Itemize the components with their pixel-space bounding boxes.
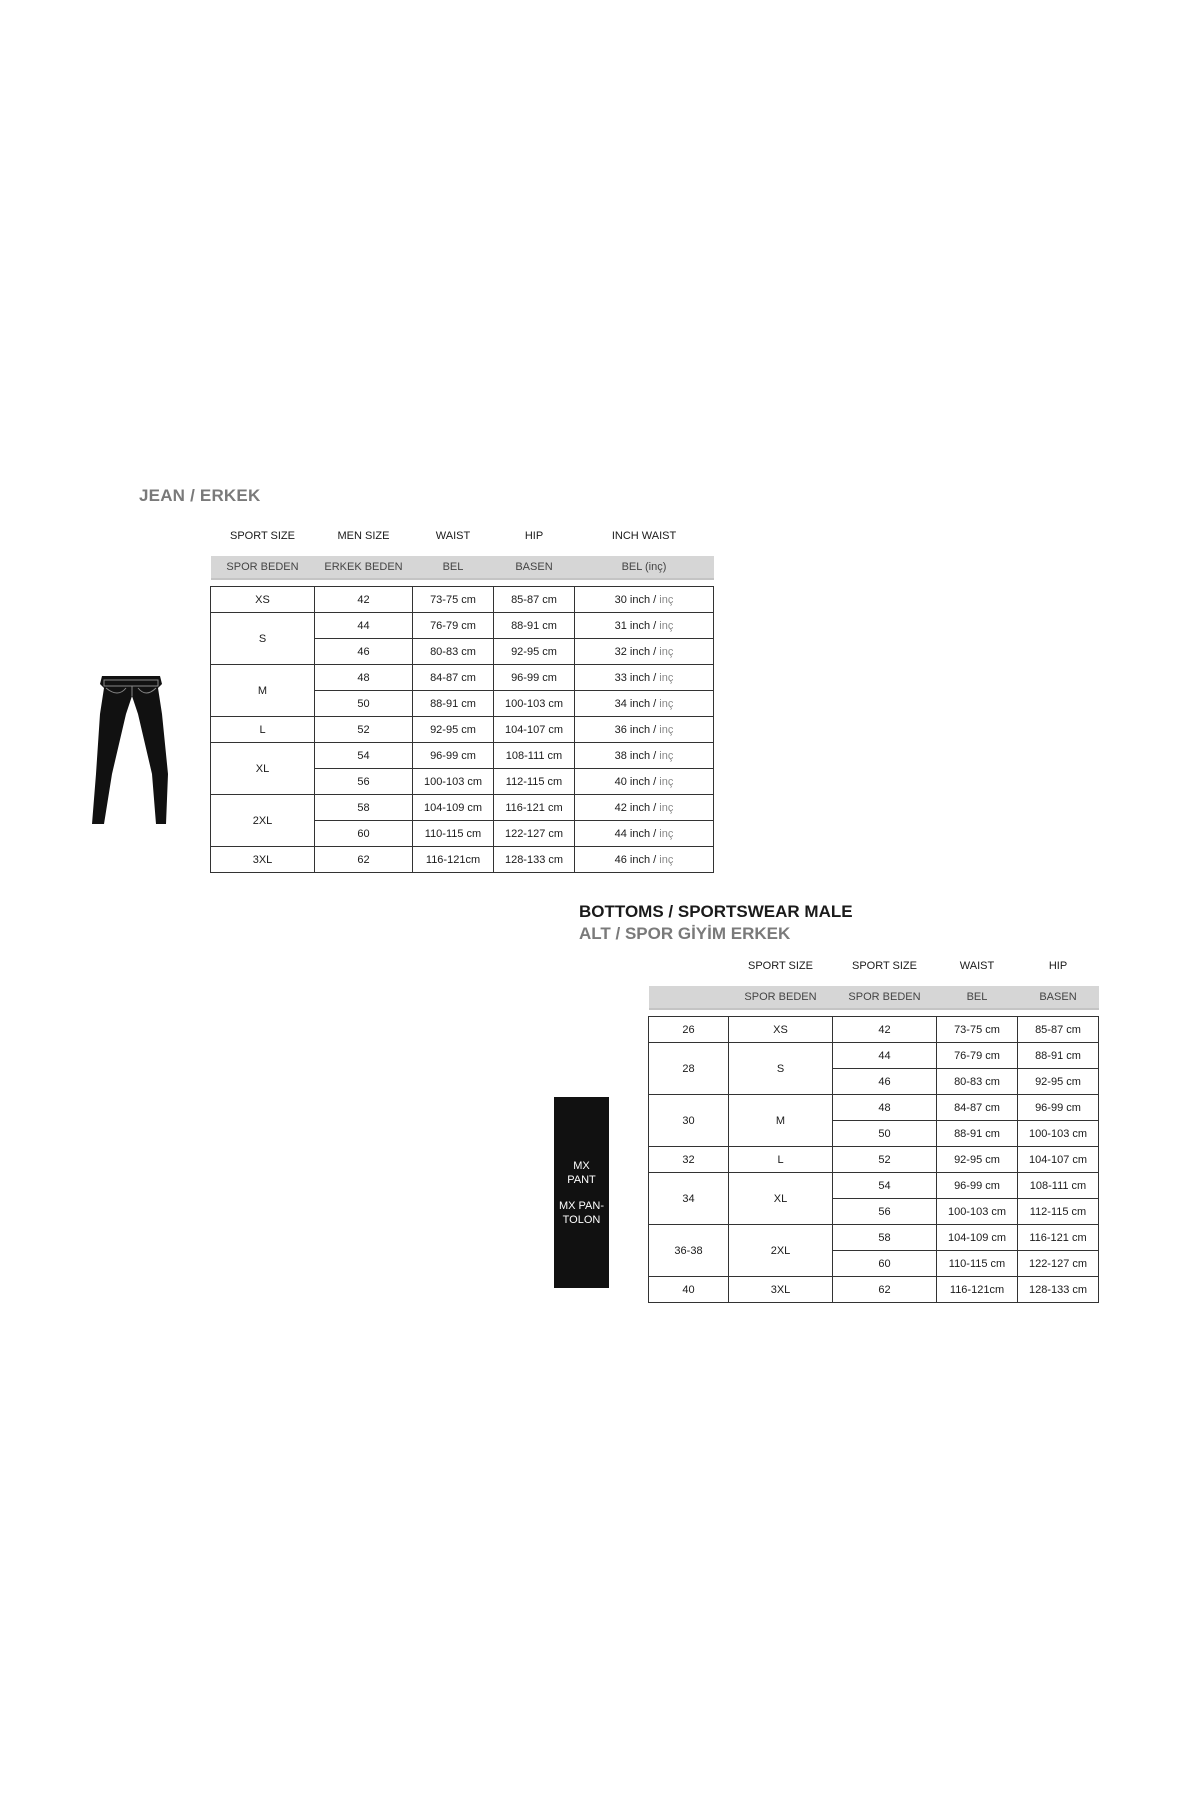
mx-pant-box (554, 1097, 609, 1288)
table-row (211, 795, 714, 821)
waist-cell: 104-109 cm (413, 795, 494, 821)
header-men-size: MEN SIZE (337, 530, 390, 542)
table-row (649, 1277, 1099, 1303)
subheader-spor-beden: SPOR BEDEN (729, 986, 833, 1009)
numeric-size-cell: 32 (649, 1147, 729, 1173)
inch-waist-cell (575, 665, 714, 691)
men-size-cell: 58 (315, 795, 413, 821)
subheader-spor-beden-2: SPOR BEDEN (833, 986, 937, 1009)
hip-cell: 128-133 cm (494, 847, 575, 873)
inch-waist-cell (575, 717, 714, 743)
inch-value: 42 inch / (614, 801, 657, 814)
sport-size-cell: 2XL (729, 1225, 833, 1277)
hip-cell: 122-127 cm (1018, 1251, 1099, 1277)
inch-unit-tr: inç (659, 749, 674, 762)
men-size-cell: 48 (315, 665, 413, 691)
waist-cell: 110-115 cm (937, 1251, 1018, 1277)
waist-cell: 80-83 cm (413, 639, 494, 665)
waist-cell: 92-95 cm (413, 717, 494, 743)
header-inch-waist: INCH WAIST (611, 530, 677, 542)
sport-size-cell: L (729, 1147, 833, 1173)
inch-unit-tr: inç (659, 775, 674, 788)
inch-waist-cell (575, 821, 714, 847)
hip-cell: 100-103 cm (1018, 1121, 1099, 1147)
hip-cell: 112-115 cm (494, 769, 575, 795)
waist-cell: 76-79 cm (937, 1043, 1018, 1069)
men-size-cell: 52 (315, 717, 413, 743)
sport-size-number-cell: 42 (833, 1017, 937, 1043)
inch-value: 36 inch / (614, 723, 657, 736)
waist-cell: 88-91 cm (413, 691, 494, 717)
sport-size-number-cell: 48 (833, 1095, 937, 1121)
table-row (211, 613, 714, 639)
men-size-cell: 50 (315, 691, 413, 717)
inch-value: 30 inch / (614, 593, 657, 606)
sport-size-cell: 2XL (211, 795, 315, 847)
sport-size-cell: XS (729, 1017, 833, 1043)
hip-cell: 96-99 cm (494, 665, 575, 691)
inch-value: 46 inch / (614, 853, 657, 866)
sport-size-number-cell: 46 (833, 1069, 937, 1095)
sport-size-cell: M (211, 665, 315, 717)
numeric-size-cell: 36-38 (649, 1225, 729, 1277)
inch-unit-tr: inç (659, 801, 674, 814)
header-hip: HIP (524, 530, 544, 542)
hip-cell: 85-87 cm (494, 587, 575, 613)
men-size-cell: 62 (315, 847, 413, 873)
numeric-size-cell: 26 (649, 1017, 729, 1043)
hip-cell: 88-91 cm (1018, 1043, 1099, 1069)
header-sport-size: SPORT SIZE (229, 530, 295, 542)
hip-cell: 122-127 cm (494, 821, 575, 847)
sport-size-cell: M (729, 1095, 833, 1147)
header-blank (649, 946, 729, 986)
sport-size-cell: S (729, 1043, 833, 1095)
table-row (649, 1147, 1099, 1173)
waist-cell: 84-87 cm (413, 665, 494, 691)
header-sport-size-2: SPORT SIZE (851, 960, 917, 972)
table-row (649, 1043, 1099, 1069)
hip-cell: 108-111 cm (494, 743, 575, 769)
inch-unit-tr: inç (659, 827, 674, 840)
waist-cell: 73-75 cm (937, 1017, 1018, 1043)
table-row (211, 743, 714, 769)
waist-cell: 100-103 cm (413, 769, 494, 795)
header-waist: WAIST (959, 960, 995, 972)
bottoms-size-table (648, 946, 1099, 1303)
numeric-size-cell: 28 (649, 1043, 729, 1095)
subheader-basen: BASEN (1018, 986, 1099, 1009)
waist-cell: 100-103 cm (937, 1199, 1018, 1225)
sport-size-number-cell: 54 (833, 1173, 937, 1199)
header-sport-size: SPORT SIZE (747, 960, 813, 972)
subheader-blank (649, 986, 729, 1009)
sport-size-number-cell: 44 (833, 1043, 937, 1069)
table-row (211, 665, 714, 691)
header-waist: WAIST (435, 530, 471, 542)
inch-waist-cell (575, 613, 714, 639)
table-row (649, 1017, 1099, 1043)
sport-size-cell: XL (211, 743, 315, 795)
inch-unit-tr: inç (659, 723, 674, 736)
waist-cell: 116-121cm (937, 1277, 1018, 1303)
inch-waist-cell (575, 847, 714, 873)
inch-unit-tr: inç (659, 619, 674, 632)
inch-waist-cell (575, 587, 714, 613)
hip-cell: 96-99 cm (1018, 1095, 1099, 1121)
waist-cell: 96-99 cm (937, 1173, 1018, 1199)
mx-pant-label: MX PANT (567, 1159, 596, 1186)
hip-cell: 92-95 cm (494, 639, 575, 665)
men-size-cell: 46 (315, 639, 413, 665)
sport-size-number-cell: 60 (833, 1251, 937, 1277)
inch-value: 44 inch / (614, 827, 657, 840)
sport-size-number-cell: 52 (833, 1147, 937, 1173)
hip-cell: 88-91 cm (494, 613, 575, 639)
inch-unit-tr: inç (659, 593, 674, 606)
waist-cell: 76-79 cm (413, 613, 494, 639)
inch-value: 34 inch / (614, 697, 657, 710)
bottoms-title: BOTTOMS / SPORTSWEAR MALE (579, 902, 853, 921)
men-size-cell: 54 (315, 743, 413, 769)
sport-size-cell: S (211, 613, 315, 665)
hip-cell: 128-133 cm (1018, 1277, 1099, 1303)
men-size-cell: 42 (315, 587, 413, 613)
inch-unit-tr: inç (659, 697, 674, 710)
inch-waist-cell (575, 639, 714, 665)
hip-cell: 104-107 cm (1018, 1147, 1099, 1173)
hip-cell: 112-115 cm (1018, 1199, 1099, 1225)
waist-cell: 116-121cm (413, 847, 494, 873)
numeric-size-cell: 40 (649, 1277, 729, 1303)
inch-value: 31 inch / (614, 619, 657, 632)
jean-size-table (210, 516, 714, 873)
sport-size-number-cell: 58 (833, 1225, 937, 1251)
subheader-bel: BEL (937, 986, 1018, 1009)
sport-size-number-cell: 50 (833, 1121, 937, 1147)
pants-icon (92, 674, 170, 826)
mx-pantolon-label: MX PAN-TOLON (558, 1199, 605, 1226)
waist-cell: 88-91 cm (937, 1121, 1018, 1147)
numeric-size-cell: 30 (649, 1095, 729, 1147)
waist-cell: 96-99 cm (413, 743, 494, 769)
sport-size-cell: XS (211, 587, 315, 613)
jean-title: JEAN / ERKEK (139, 486, 261, 505)
men-size-cell: 56 (315, 769, 413, 795)
waist-cell: 110-115 cm (413, 821, 494, 847)
hip-cell: 116-121 cm (1018, 1225, 1099, 1251)
inch-waist-cell (575, 769, 714, 795)
table-row (649, 1173, 1099, 1199)
table-row (211, 847, 714, 873)
table-row (211, 587, 714, 613)
table-row (211, 717, 714, 743)
subheader-bel: BEL (413, 556, 494, 579)
men-size-cell: 60 (315, 821, 413, 847)
men-size-cell: 44 (315, 613, 413, 639)
subheader-erkek-beden: ERKEK BEDEN (315, 556, 413, 579)
table-row (649, 1225, 1099, 1251)
inch-value: 40 inch / (614, 775, 657, 788)
subheader-basen: BASEN (494, 556, 575, 579)
hip-cell: 100-103 cm (494, 691, 575, 717)
sport-size-cell: L (211, 717, 315, 743)
waist-cell: 73-75 cm (413, 587, 494, 613)
inch-unit-tr: inç (659, 671, 674, 684)
hip-cell: 92-95 cm (1018, 1069, 1099, 1095)
waist-cell: 80-83 cm (937, 1069, 1018, 1095)
inch-waist-cell (575, 691, 714, 717)
hip-cell: 116-121 cm (494, 795, 575, 821)
inch-unit-tr: inç (659, 645, 674, 658)
subheader-spor-beden: SPOR BEDEN (211, 556, 315, 579)
table-row (649, 1095, 1099, 1121)
sport-size-number-cell: 56 (833, 1199, 937, 1225)
hip-cell: 104-107 cm (494, 717, 575, 743)
inch-waist-cell (575, 743, 714, 769)
hip-cell: 108-111 cm (1018, 1173, 1099, 1199)
inch-waist-cell (575, 795, 714, 821)
sport-size-number-cell: 62 (833, 1277, 937, 1303)
inch-value: 38 inch / (614, 749, 657, 762)
bottoms-subtitle: ALT / SPOR GİYİM ERKEK (579, 924, 791, 943)
waist-cell: 84-87 cm (937, 1095, 1018, 1121)
inch-unit-tr: inç (659, 853, 674, 866)
subheader-bel-inc: BEL (inç) (575, 556, 714, 579)
sport-size-cell: XL (729, 1173, 833, 1225)
inch-value: 32 inch / (614, 645, 657, 658)
numeric-size-cell: 34 (649, 1173, 729, 1225)
inch-value: 33 inch / (614, 671, 657, 684)
sport-size-cell: 3XL (211, 847, 315, 873)
hip-cell: 85-87 cm (1018, 1017, 1099, 1043)
waist-cell: 104-109 cm (937, 1225, 1018, 1251)
sport-size-cell: 3XL (729, 1277, 833, 1303)
header-hip: HIP (1048, 960, 1068, 972)
waist-cell: 92-95 cm (937, 1147, 1018, 1173)
